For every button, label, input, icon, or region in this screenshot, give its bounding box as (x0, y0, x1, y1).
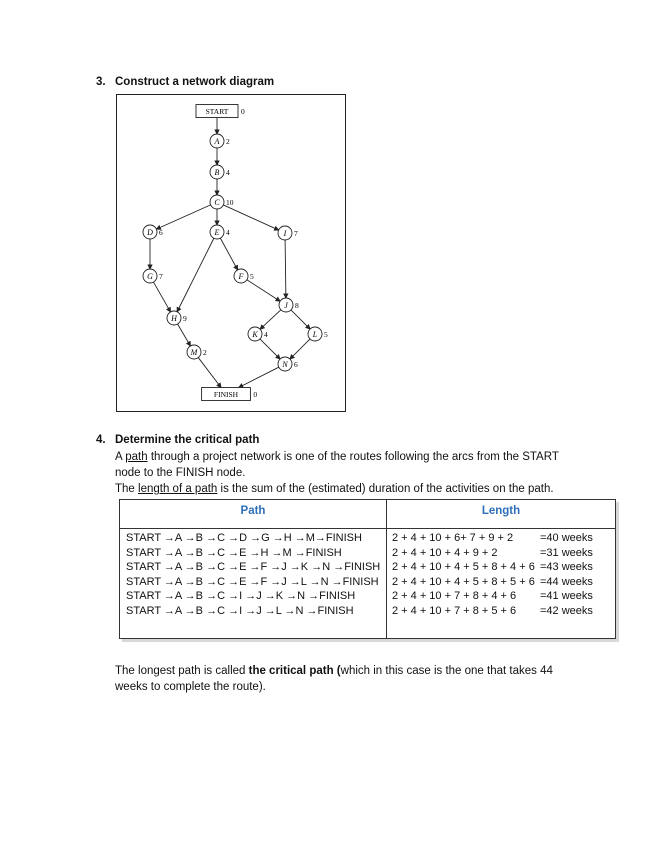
total-cell: =44 weeks (540, 575, 593, 588)
path-cell: START →A →B →C →D →G →H →M→FINISH (126, 532, 362, 544)
header-path: Path (240, 505, 266, 517)
path-cell: START →A →B →C →E →F →J →K →N →FINISH (126, 561, 381, 574)
node-duration: 8 (295, 301, 299, 310)
table-row (120, 532, 615, 547)
node-i (278, 226, 298, 240)
total-cell: =41 weeks (540, 590, 593, 603)
path-cell: START →A →B →C →I →J →K →N →FINISH (126, 590, 356, 603)
node-duration: 9 (183, 314, 187, 323)
term-path: path (125, 451, 148, 463)
node-duration: 0 (241, 107, 245, 116)
node-a (210, 134, 230, 148)
node-duration: 10 (226, 198, 234, 207)
edge-m-finish (198, 358, 221, 388)
node-duration: 2 (226, 137, 230, 146)
table-row (120, 590, 615, 605)
section-4-number: 4. (96, 434, 106, 446)
sum-cell: 2 + 4 + 10 + 6+ 7 + 9 + 2 (392, 532, 514, 544)
conclusion-line2: weeks to complete the route). (115, 681, 266, 693)
edge-g-h (153, 282, 170, 312)
edge-h-m (178, 324, 191, 346)
edge-e-f (220, 238, 237, 270)
node-label: F (238, 272, 244, 281)
node-start (196, 105, 245, 118)
paths-table (119, 499, 616, 639)
node-d (143, 225, 163, 239)
text-fragment: The longest path is called (115, 665, 249, 677)
sum-cell: 2 + 4 + 10 + 7 + 8 + 5 + 6 (392, 604, 517, 617)
node-label: G (147, 272, 153, 281)
critical-path-term: the critical path ( (248, 665, 341, 677)
text-fragment: A (115, 451, 126, 463)
edge-l-n (290, 339, 310, 359)
node-label: START (205, 107, 229, 116)
node-duration: 2 (203, 348, 207, 357)
conclusion-line1 (115, 663, 585, 679)
edge-i-j (285, 240, 286, 298)
node-duration: 7 (294, 229, 298, 238)
edge-e-h (177, 238, 214, 311)
section-3-heading (96, 76, 274, 88)
node-j (279, 298, 299, 312)
node-duration: 6 (159, 228, 163, 237)
node-label: B (214, 168, 220, 177)
term-length-of-a-path: length of a path (138, 483, 218, 495)
node-l (308, 327, 328, 341)
edge-k-n (260, 339, 280, 359)
sum-cell: 2 + 4 + 10 + 7 + 8 + 4 + 6 (392, 590, 517, 603)
network-diagram (116, 94, 346, 412)
total-cell: =31 weeks (540, 546, 593, 559)
section-4-heading (96, 434, 259, 446)
node-e (210, 225, 230, 239)
path-definition-line1 (115, 449, 585, 465)
path-cell: START →A →B →C →E →H →M →FINISH (126, 546, 342, 559)
section-3-title: Construct a network diagram (115, 76, 275, 88)
node-duration: 0 (253, 390, 258, 399)
node-duration: 4 (264, 330, 268, 339)
node-g (143, 269, 163, 283)
node-label: J (284, 301, 288, 310)
node-label: FINISH (213, 390, 239, 399)
table-row (120, 605, 615, 620)
table-row (120, 576, 615, 591)
node-f (234, 269, 254, 283)
edge-j-l (291, 310, 310, 329)
sum-cell: 2 + 4 + 10 + 4 + 9 + 2 (392, 546, 498, 559)
node-label: E (214, 228, 220, 237)
node-finish (202, 388, 258, 401)
node-label: M (190, 348, 198, 357)
node-c (210, 195, 234, 209)
edge-f-j (247, 280, 280, 301)
network-diagram-svg (117, 95, 345, 411)
text-fragment: The (115, 483, 139, 495)
node-h (167, 311, 187, 325)
header-rule (120, 528, 615, 529)
text-fragment: through a project network is one of the routes following the arcs from the START (147, 451, 559, 463)
node-duration: 6 (294, 360, 298, 369)
node-label: D (147, 228, 153, 237)
node-b (210, 165, 230, 179)
table-row (120, 547, 615, 562)
node-n (278, 357, 298, 371)
node-label: H (171, 314, 177, 323)
path-cell: START →A →B →C →E →F →J →L →N →FINISH (126, 575, 379, 588)
edge-j-k (260, 310, 281, 329)
text-fragment: which in this case is the one that takes 44 (340, 665, 553, 677)
node-label: C (214, 198, 220, 207)
node-duration: 5 (250, 272, 254, 281)
node-label: A (214, 137, 220, 146)
node-label: L (312, 330, 318, 339)
path-definition-line2: node to the FINISH node. (115, 467, 246, 479)
total-cell: =40 weeks (540, 532, 593, 544)
edge-n-finish (239, 367, 279, 387)
node-label: N (282, 360, 288, 369)
section-4-title: Determine the critical path (115, 434, 260, 446)
node-duration: 4 (226, 228, 230, 237)
node-duration: 4 (226, 168, 230, 177)
table-body (120, 532, 615, 620)
node-k (248, 327, 268, 341)
sum-cell: 2 + 4 + 10 + 4 + 5 + 8 + 4 + 6 (392, 561, 535, 574)
table-row (120, 561, 615, 576)
text-fragment: is the sum of the (estimated) duration of the activities on the path. (217, 483, 554, 495)
path-cell: START →A →B →C →I →J →L →N →FINISH (126, 604, 354, 617)
edge-c-i (223, 205, 278, 230)
section-3-number: 3. (96, 76, 106, 88)
node-label: I (283, 229, 287, 238)
length-definition (115, 481, 585, 497)
total-cell: =43 weeks (540, 561, 593, 574)
edge-c-d (156, 205, 210, 229)
node-duration: 7 (159, 272, 163, 281)
node-label: K (252, 330, 258, 339)
sum-cell: 2 + 4 + 10 + 4 + 5 + 8 + 5 + 6 (392, 575, 535, 588)
total-cell: =42 weeks (540, 604, 593, 617)
node-m (187, 345, 207, 359)
header-length: Length (481, 505, 521, 517)
node-duration: 5 (324, 330, 328, 339)
